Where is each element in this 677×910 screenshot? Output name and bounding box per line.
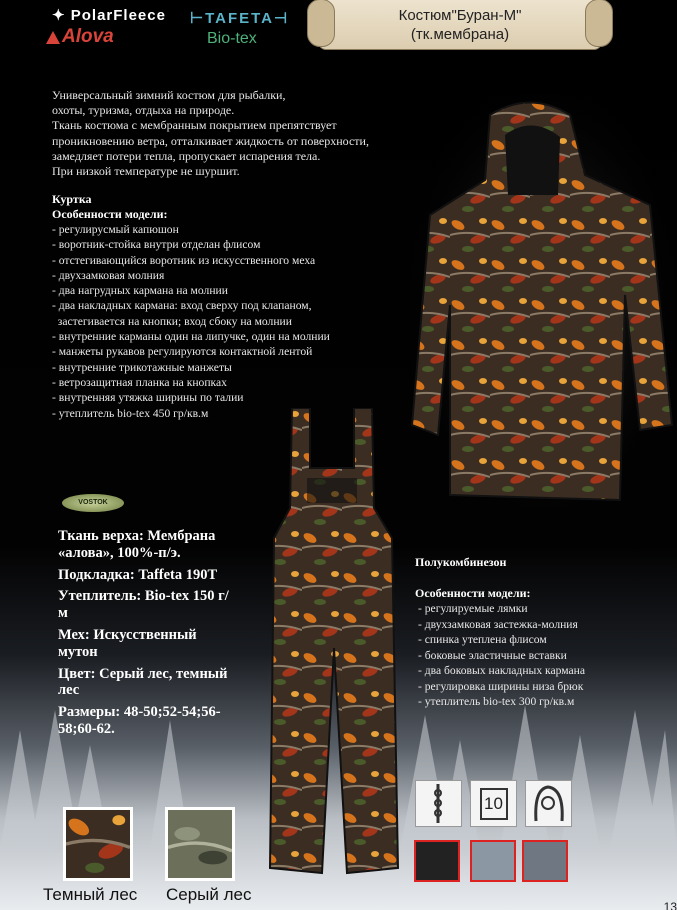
list-item: - регулировка ширины низа брюк — [418, 679, 584, 693]
list-item: - регулирусмый капюшон — [52, 223, 179, 236]
list-item: - внутренние трикотажные манжеты — [52, 360, 232, 374]
jacket-subheading: Особенности модели: — [52, 207, 168, 221]
intro-line: замедляет потери тепла, пропускает испарения тела. — [52, 148, 321, 163]
intro-line: охоты, туризма, отдыха на природе. — [52, 103, 235, 118]
spec-line: Размеры: 48-50;52-54;56-58;60-62. — [58, 704, 221, 737]
product-title: Костюм"Буран-М" — [398, 7, 522, 24]
detail-photo-cuff — [522, 840, 568, 882]
list-item: - двухзамковая молния — [52, 268, 165, 282]
list-item: - регулируемые лямки — [418, 602, 528, 615]
jacket-features-list — [52, 222, 432, 421]
page-number: 13 — [663, 900, 677, 910]
list-item: - утеплитель bio-tex 300 гр/кв.м — [418, 695, 575, 708]
intro-line: проникновению ветра, отталкивает жидкость от поверхности, — [52, 133, 369, 148]
detail-photo-zipper — [414, 840, 460, 882]
list-item: - боковые эластичные вставки — [418, 648, 567, 662]
spec-line: Утеплитель: Bio-tex 150 г/м — [58, 588, 229, 622]
list-item: - два боковых накладных кармана — [418, 664, 585, 677]
title-scroll-banner — [318, 0, 602, 50]
zipper-icon — [415, 780, 462, 827]
alova-logo: Alova — [62, 26, 114, 47]
list-item: - внутренние карманы один на липучке, один на молнии — [52, 330, 330, 344]
list-item: - внутренняя утяжка ширины по талии — [52, 391, 244, 405]
intro-line: При низкой температуре не шуршит. — [52, 164, 240, 179]
spec-line: Подкладка: Taffeta 190T — [58, 566, 218, 583]
pocket-count: 10 — [484, 794, 503, 813]
jacket-heading: Куртка — [52, 192, 92, 206]
pants-subheading: Особенности модели: — [415, 586, 531, 600]
detail-photo-pocket — [470, 840, 516, 882]
intro-line: Ткань костюма с мембранным покрытием препятствует — [52, 118, 337, 133]
list-item: - отстегивающийся воротник из искусственного меха — [52, 253, 316, 267]
list-item: - утеплитель bio-tex 450 гр/кв.м — [52, 406, 209, 420]
vostok-badge: VOSTOK — [62, 494, 124, 512]
hood-icon — [525, 780, 572, 827]
swatch-gray-forest — [165, 807, 235, 881]
polarfleece-logo: ✦ PolarFleece — [52, 7, 166, 24]
list-item: - спинка утеплена флисом — [418, 633, 547, 646]
intro-paragraph — [52, 88, 412, 179]
bib-overall-image — [262, 408, 400, 878]
spec-line: Мех: Искусственный мутон — [58, 626, 197, 660]
list-item: - два нагрудных кармана на молнии — [52, 284, 228, 298]
pocket-icon — [470, 780, 517, 827]
spec-line: Цвет: Серый лес, темный лес — [58, 665, 228, 699]
swatch-label-dark: Темный лес — [43, 885, 138, 904]
list-item: застегивается на кнопки; вход сбоку на молнии — [52, 314, 292, 328]
spec-line: Ткань верха: Мембрана «алова», 100%-п/э. — [58, 528, 216, 561]
jacket-image — [410, 95, 675, 515]
pants-heading: Полукомбинезон — [415, 555, 507, 569]
swatch-dark-forest — [63, 807, 133, 881]
list-item: - ветрозащитная планка на кнопках — [52, 375, 227, 389]
biotex-logo: Bio-tex — [207, 30, 257, 47]
list-item: - манжеты рукавов регулируются контактной лентой — [52, 345, 313, 359]
list-item: - воротник-стойка внутри отделан флисом — [52, 238, 261, 252]
taffeta-logo: ⊢TAFETA⊣ — [190, 10, 290, 27]
list-item: - двухзамковая застежка-молния — [418, 617, 578, 631]
pants-features-list — [418, 601, 585, 710]
fabric-specs — [58, 528, 233, 743]
alova-logo-mark-icon — [46, 31, 60, 44]
swatch-label-gray: Серый лес — [166, 885, 252, 904]
intro-line: Универсальный зимний костюм для рыбалки, — [52, 88, 286, 102]
product-subtitle: (тк.мембрана) — [410, 26, 510, 43]
list-item: - два накладных кармана: вход сверху под клапаном, — [52, 299, 312, 313]
